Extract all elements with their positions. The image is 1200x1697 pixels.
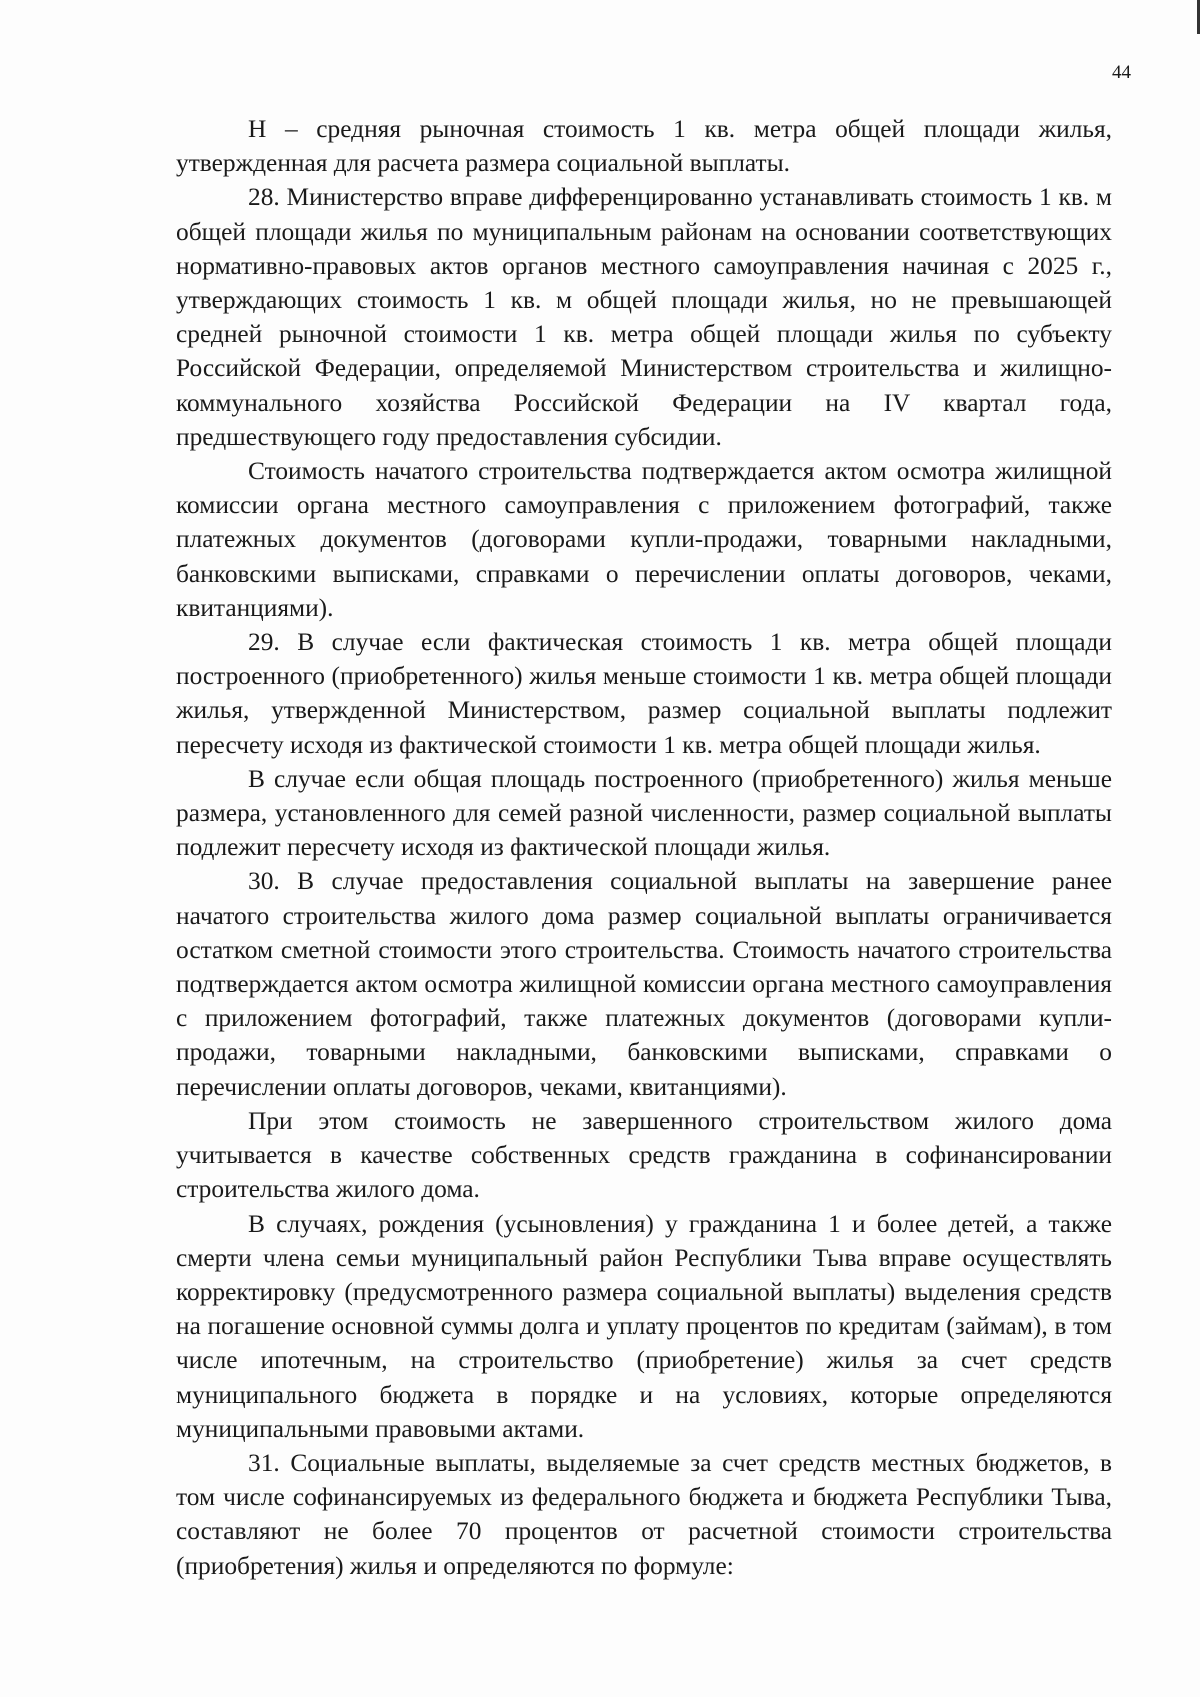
document-body — [176, 112, 1112, 1583]
paragraph-area-recalculation: В случае если общая площадь построенного (приобретенного) жилья меньше размера, установленного для семей разной численности, размер социальной выплаты подлежит пересчету исходя из фактической площади жилья. — [176, 764, 1112, 862]
paragraph-h-definition: Н – средняя рыночная стоимость 1 кв. метра общей площади жилья, утвержденная для расчета размера социальной выплаты. — [176, 115, 1112, 178]
paragraph-clause-28: 28. Министерство вправе дифференцированно устанавливать стоимость 1 кв. м общей площади жилья по муниципальным районам на основании соответствующих нормативно-правовых актов органов местного самоуправления начиная с 2025 г., утверждающих стоимость 1 кв. м общей площади жилья, но не превышающей средней рыночной стоимости 1 кв. метра общей площади жилья по субъекту Российской Федерации, определяемой Министерством строительства и жилищно-коммунального хозяйства Российской Федерации на IV квартал года, предшествующего году предоставления субсидии. — [176, 183, 1112, 451]
paragraph-unfinished-construction: При этом стоимость не завершенного строительством жилого дома учитывается в качестве собственных средств гражданина в софинансировании строительства жилого дома. — [176, 1106, 1112, 1204]
paragraph-clause-31: 31. Социальные выплаты, выделяемые за счет средств местных бюджетов, в том числе софинансируемых из федерального бюджета и бюджета Республики Тыва, составляют не более 70 процентов от расчетной стоимости строительства (приобретения) жилья и определяются по формуле: — [176, 1448, 1112, 1580]
paragraph-clause-30: 30. В случае предоставления социальной выплаты на завершение ранее начатого строительства жилого дома размер социальной выплаты ограничивается остатком сметной стоимости этого строительства. Стоимость начатого строительства подтверждается актом осмотра жилищной комиссии органа местного самоуправления с приложением фотографий, также платежных документов (договорами купли-продажи, товарными накладными, банковскими выписками, справками о перечислении оплаты договоров, чеками, квитанциями). — [176, 867, 1112, 1101]
paragraph-construction-cost: Стоимость начатого строительства подтверждается актом осмотра жилищной комиссии органа местного самоуправления с приложением фотографий, также платежных документов (договорами купли-продажи, товарными накладными, банковскими выписками, справками о перечислении оплаты договоров, чеками, квитанциями). — [176, 457, 1112, 622]
page-number: 44 — [1112, 62, 1131, 83]
paragraph-adjustment-cases: В случаях, рождения (усыновления) у гражданина 1 и более детей, а также смерти члена семьи муниципальный район Республики Тыва вправе осуществлять корректировку (предусмотренного размера социальной выплаты) выделения средств на погашение основной суммы долга и уплату процентов по кредитам (займам), в том числе ипотечным, на строительство (приобретение) жилья за счет средств муниципального бюджета в порядке и на условиях, которые определяются муниципальными правовыми актами. — [176, 1209, 1112, 1443]
paragraph-clause-29: 29. В случае если фактическая стоимость 1 кв. метра общей площади построенного (приобретенного) жилья меньше стоимости 1 кв. метра общей площади жилья, утвержденной Министерством, размер социальной выплаты подлежит пересчету исходя из фактической стоимости 1 кв. метра общей площади жилья. — [176, 628, 1112, 759]
